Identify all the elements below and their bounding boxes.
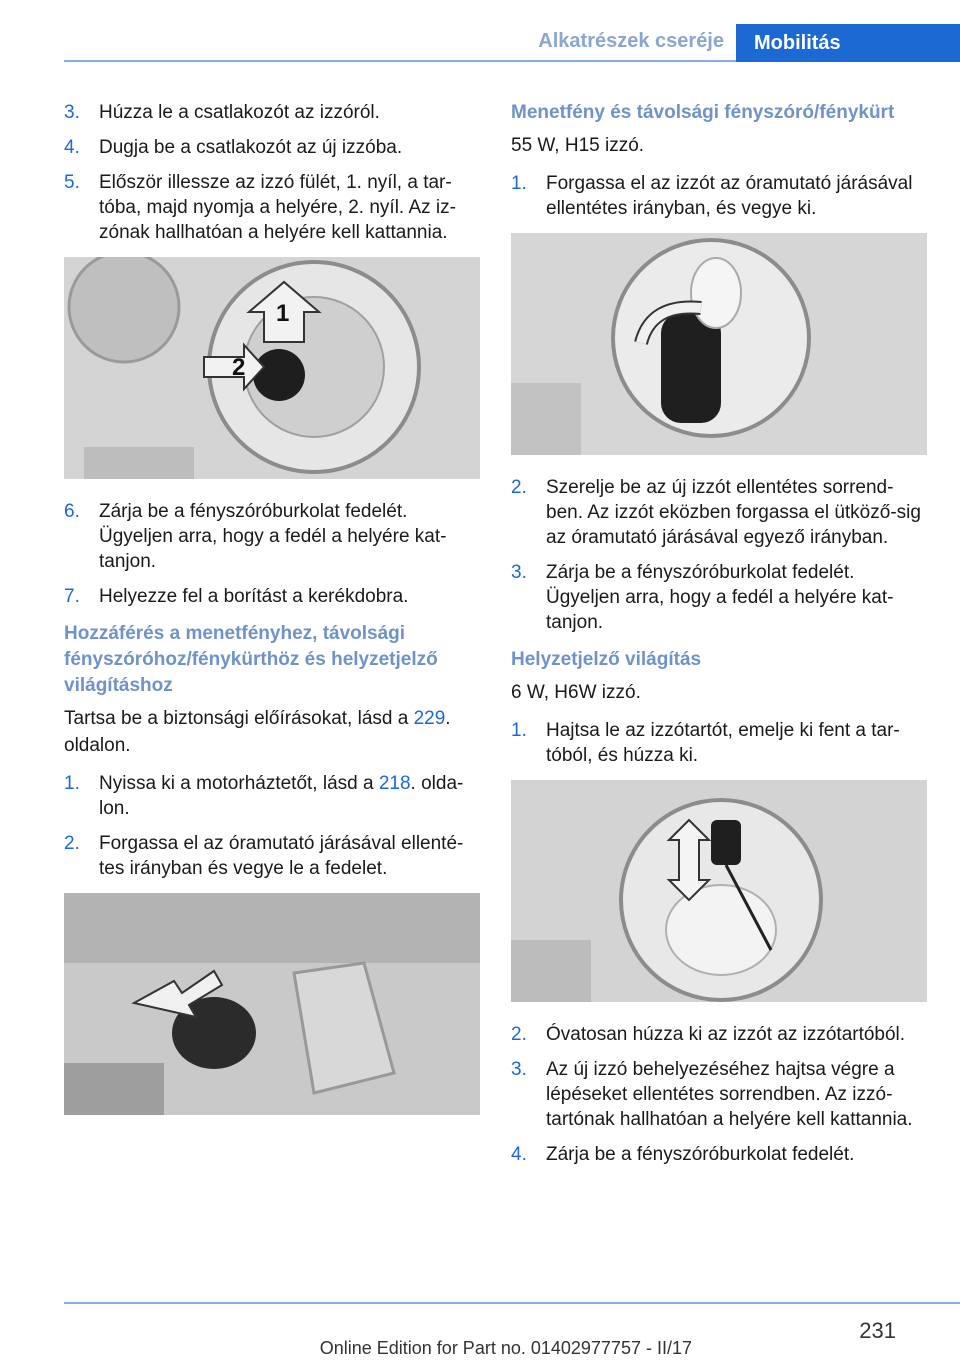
bulb-insertion-photo: [64, 257, 480, 479]
h6w-holder-removal-photo: [511, 780, 927, 1002]
right-column: [511, 100, 927, 1177]
step-text: Óvatosan húzza ki az izzót az izzótartóból.: [546, 1024, 906, 1045]
step-number: 2.: [511, 1024, 527, 1045]
list-item: [64, 831, 480, 881]
step-text: Forgassa el az óramutató járásával ellenté-tes irányban és vegye le a fedelet.: [99, 833, 464, 879]
step-text: Zárja be a fényszóróburkolat fedelét.: [546, 1144, 855, 1165]
step-number: 4.: [64, 137, 80, 158]
list-item: [511, 1142, 927, 1167]
page-number: 231: [859, 1318, 896, 1343]
step-number: 2.: [511, 477, 527, 498]
step-text: Zárja be a fényszóróburkolat fedelét. Ügyeljen arra, hogy a fedél a helyére kat-tanjon.: [99, 501, 447, 572]
step-number: 6.: [64, 501, 80, 522]
step-text: Dugja be a csatlakozót az új izzóba.: [99, 137, 403, 158]
section-heading: Menetfény és távolsági fényszóró/fénykürt: [511, 102, 895, 123]
bulb-spec: 55 W, H15 izzó.: [511, 135, 645, 156]
step-text: Hajtsa le az izzótartót, emelje ki fent a tar-tóból, és húzza ki.: [546, 720, 900, 766]
step-number: 1.: [511, 720, 527, 741]
step-number: 2.: [64, 833, 80, 854]
list-item: [64, 584, 480, 609]
cover-removal-photo: [64, 893, 480, 1115]
step-number: 3.: [511, 1059, 527, 1080]
step-text: Helyezze fel a borítást a kerékdobra.: [99, 586, 409, 607]
list-item: [511, 171, 927, 221]
step-number: 5.: [64, 172, 80, 193]
bulb-spec: 6 W, H6W izzó.: [511, 682, 641, 703]
section-heading: Helyzetjelző világítás: [511, 649, 702, 670]
list-item: [64, 499, 480, 574]
list-item: [511, 1057, 927, 1132]
step-number: 1.: [64, 773, 80, 794]
list-item: [511, 475, 927, 550]
header-chapter-tab[interactable]: Mobilitás: [736, 24, 960, 62]
intro-paragraph: [64, 705, 480, 759]
step-text: Zárja be a fényszóróburkolat fedelét. Ügyeljen arra, hogy a fedél a helyére kat-tanjon.: [546, 562, 894, 633]
header-section-title: Alkatrészek cseréje: [538, 30, 724, 52]
step-text: Az új izzó behelyezéséhez hajtsa végre a lépéseket ellentétes sorrendben. Az izzó-tartónak hallhatóan a helyére kell kattannia.: [546, 1059, 913, 1130]
step-text: Szerelje be az új izzót ellentétes sorrend-ben. Az izzót eközben forgassa el ütköző-sig az óramutató járásával egyező irányban.: [546, 477, 921, 548]
step-text: Húzza le a csatlakozót az izzóról.: [99, 102, 380, 123]
page-link-218[interactable]: 218: [378, 773, 411, 794]
step-text: Forgassa el az izzót az óramutató járásával ellentétes irányban, és vegye ki.: [546, 173, 913, 219]
step-number: 3.: [511, 562, 527, 583]
page-link-229[interactable]: 229: [413, 708, 446, 729]
step-number: 1.: [511, 173, 527, 194]
left-column: [64, 100, 480, 1135]
list-item: [511, 718, 927, 768]
page-header: [0, 0, 960, 62]
step-text-pre: Nyissa ki a motorháztetőt, lásd a: [99, 773, 379, 794]
step-number: 7.: [64, 586, 80, 607]
list-item: [64, 135, 480, 160]
step-number: 4.: [511, 1144, 527, 1165]
list-item: [511, 560, 927, 635]
intro-text-end: . oldalon.: [64, 708, 451, 756]
step-number: 3.: [64, 102, 80, 123]
step-text-post: . olda-lon.: [99, 773, 464, 819]
edition-note: Online Edition for Part no. 01402977757 - II/17: [319, 1338, 692, 1358]
h15-bulb-removal-photo: [511, 233, 927, 455]
list-item: [64, 771, 480, 821]
footer-rule: [64, 1302, 960, 1304]
list-item: [64, 170, 480, 245]
section-heading: Hozzáférés a menetfényhez, távolsági fényszóróhoz/fénykürthöz és helyzetjelző világításhoz: [64, 623, 438, 696]
list-item: [511, 1022, 927, 1047]
step-text: [99, 771, 480, 821]
arrow-label-1: 1: [276, 300, 290, 327]
list-item: [64, 100, 480, 125]
header-rule: [64, 60, 960, 62]
arrow-label-2: 2: [232, 354, 246, 381]
intro-text: Tartsa be a biztonsági előírásokat, lásd a: [64, 708, 414, 729]
step-text: Először illessze az izzó fülét, 1. nyíl, a tar-tóba, majd nyomja a helyére, 2. nyíl. Az iz-zónak hallhatóan a helyére kell kattannia.: [99, 172, 456, 243]
